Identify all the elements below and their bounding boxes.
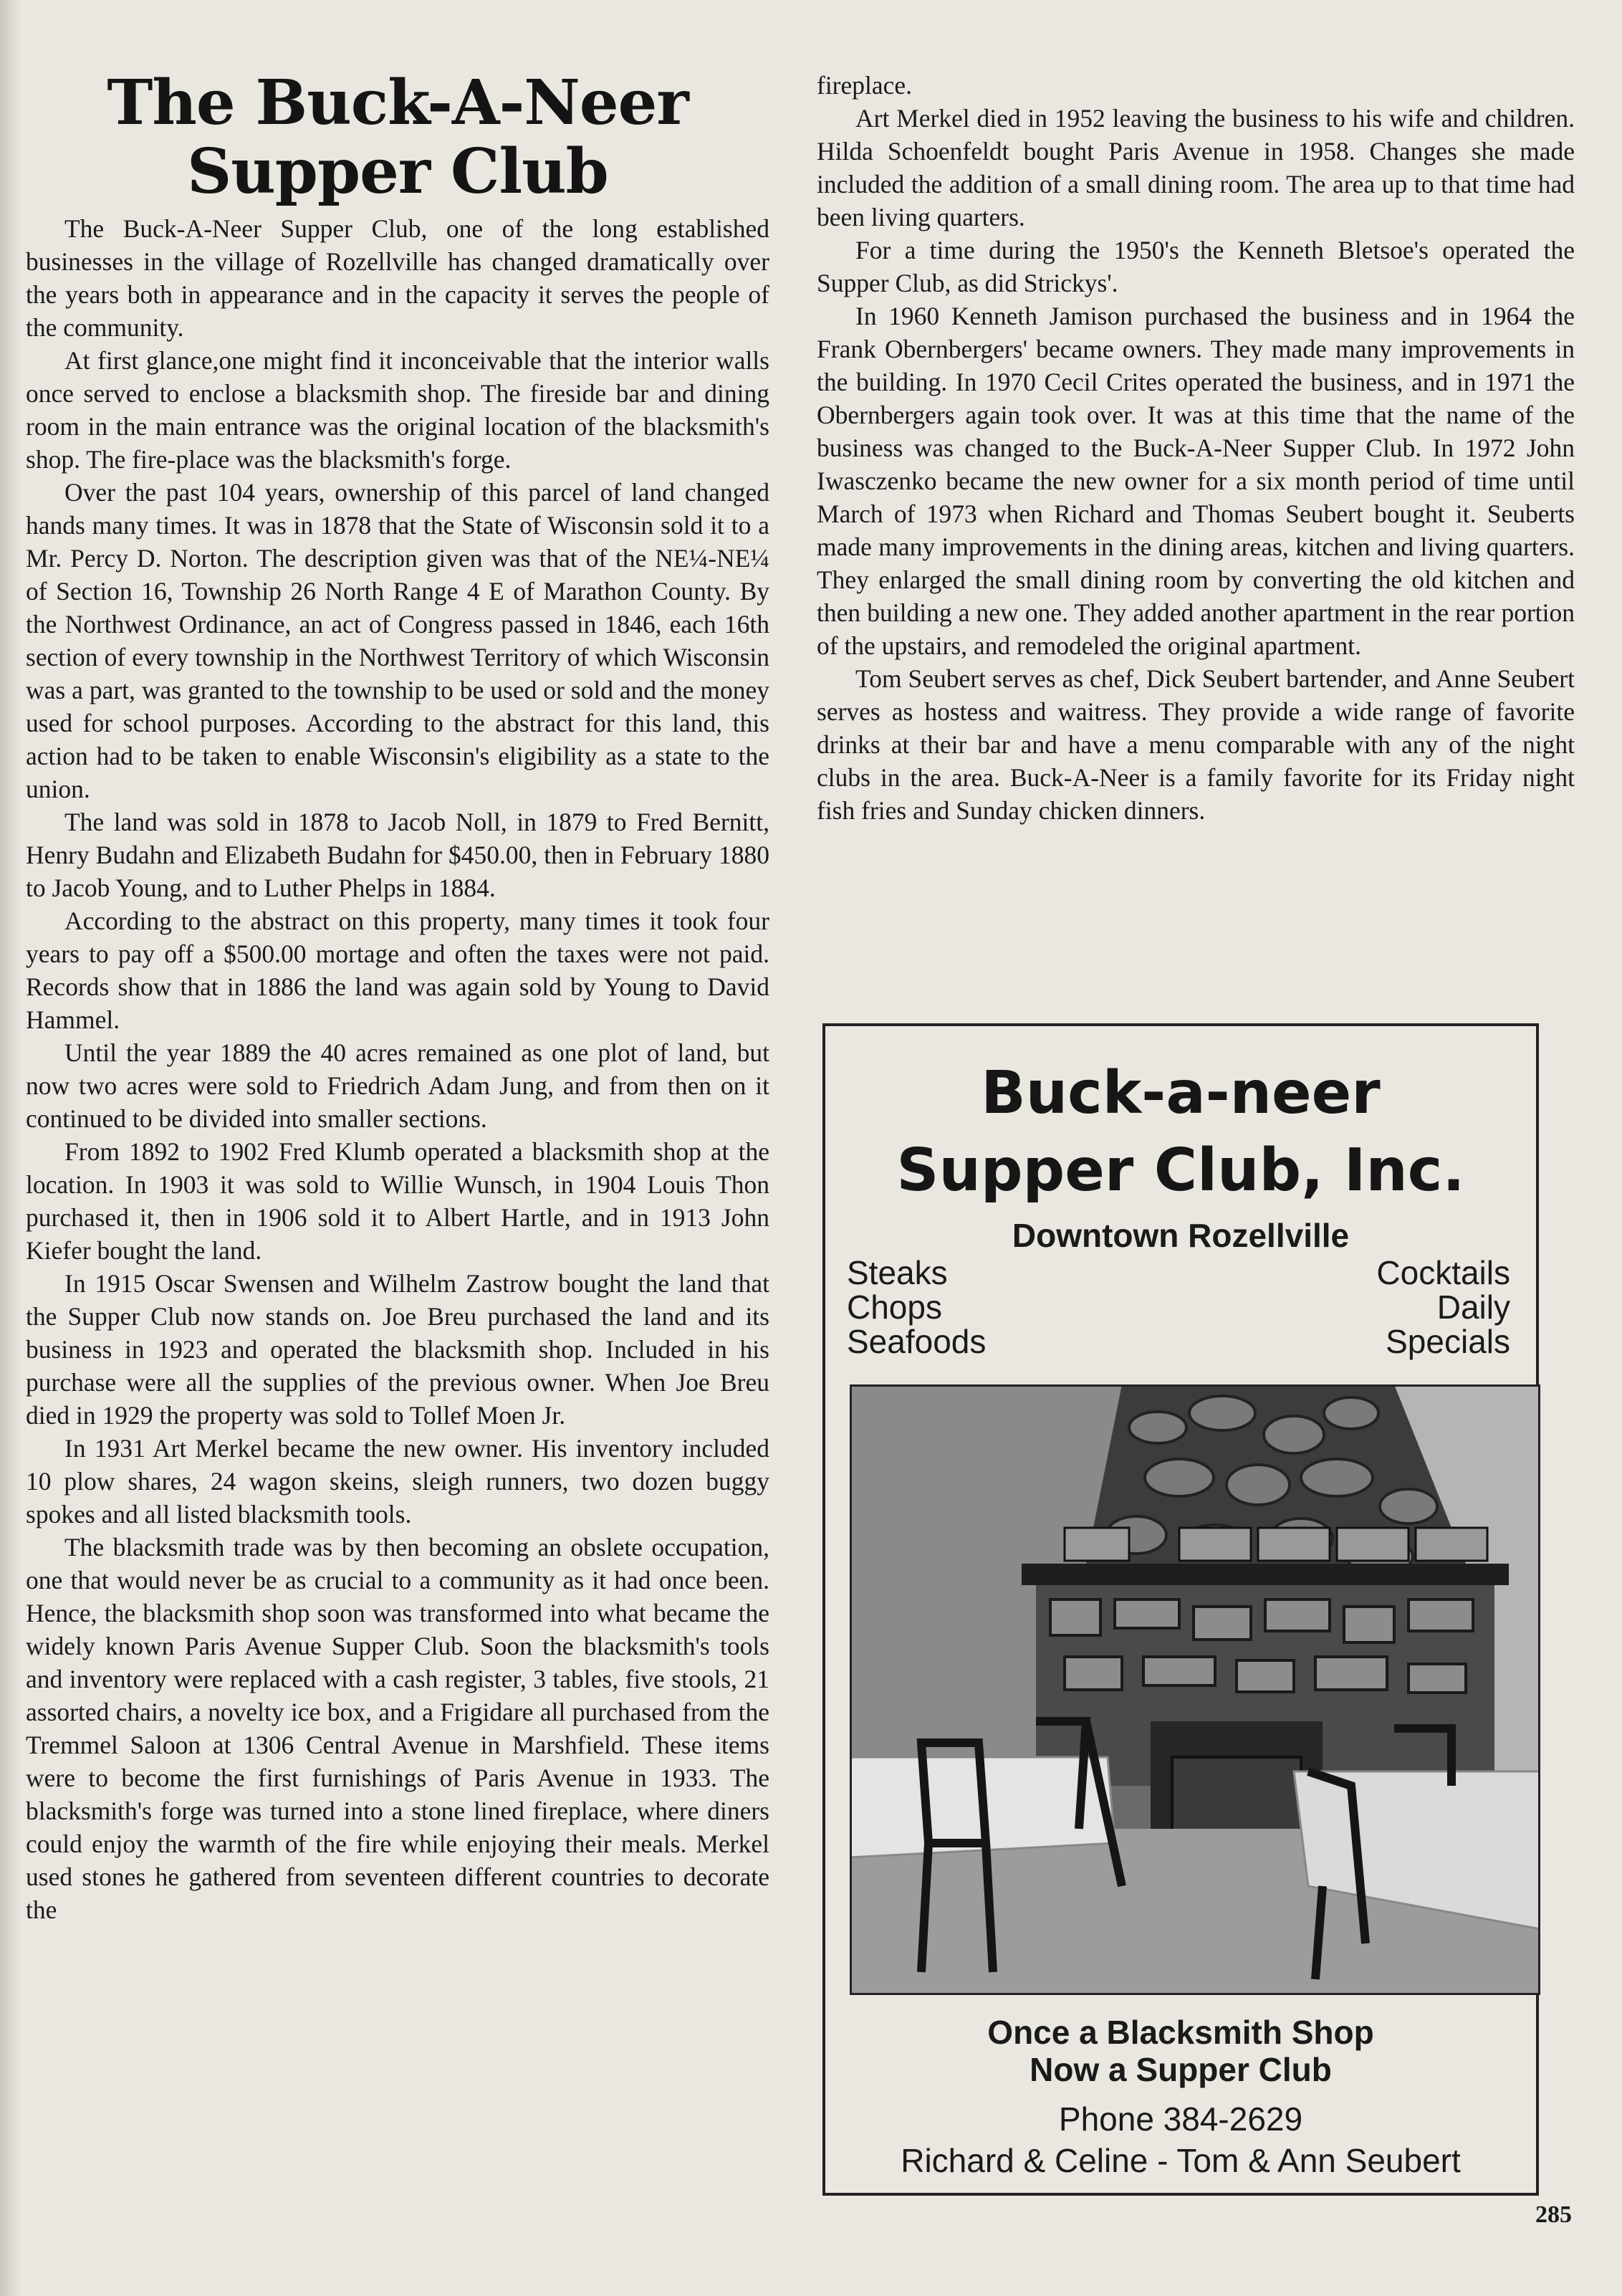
ad-drinks-item: Specials [1386, 1323, 1510, 1360]
advertisement-box [822, 1023, 1539, 2196]
article-title-line-1: The Buck-A-Neer [107, 67, 688, 139]
ad-food-item: Steaks [847, 1254, 948, 1291]
article-paragraph: The Buck-A-Neer Supper Club, one of the long established businesses in the village of Rozellville has changed dramatically over the years both in appearance and in the capacity it serves the people of the community. [26, 214, 769, 342]
right-column [817, 0, 1575, 827]
article-paragraph: In 1931 Art Merkel became the new owner. His inventory included 10 plow shares, 24 wagon skeins, sleigh runners, two dozen buggy spokes and all listed blacksmith tools. [26, 1434, 769, 1529]
article-paragraph: According to the abstract on this property, many times it took four years to pay off a $500.00 mortage and often the taxes were not paid. Records show that in 1886 the land was again sold by Young to David Hammel. [26, 907, 769, 1034]
article-paragraph: Art Merkel died in 1952 leaving the business to his wife and children. Hilda Schoenfeldt bought Paris Avenue in 1958. Changes she made included the addition of a small dining room. The area up to that time had been living quarters. [817, 104, 1575, 231]
article-title [26, 69, 769, 206]
article-paragraph: Tom Seubert serves as chef, Dick Seubert bartender, and Anne Seubert serves as hostess and waitress. They provide a wide range of favorite drinks at their bar and have a menu comparable with any of the night clubs in the area. Buck-A-Neer is a family favorite for its Friday night fish fries and Sunday chicken dinners. [817, 664, 1575, 825]
ad-title [825, 1055, 1536, 1210]
article-paragraph: The land was sold in 1878 to Jacob Noll, in 1879 to Fred Bernitt, Henry Budahn and Elizabeth Budahn for $450.00, then in February 1880 to Jacob Young, and to Luther Phelps in 1884. [26, 808, 769, 902]
photo-illustration [850, 1384, 1540, 1995]
ad-food-item: Chops [847, 1288, 942, 1326]
ad-drinks-item: Daily [1436, 1288, 1510, 1326]
article-paragraph: Until the year 1889 the 40 acres remained as one plot of land, but now two acres were sold to Friedrich Adam Jung, and from then on it continued to be divided into smaller sections. [26, 1038, 769, 1133]
right-article-body [817, 69, 1575, 827]
ad-food-item: Seafoods [847, 1323, 987, 1360]
page-number: 285 [1535, 2201, 1572, 2228]
ad-caption-line-1: Once a Blacksmith Shop [987, 2014, 1374, 2051]
left-column [26, 0, 769, 1926]
ad-menu-lists [825, 1255, 1536, 1363]
article-title-line-2: Supper Club [187, 135, 608, 208]
article-paragraph: The blacksmith trade was by then becoming an obslete occupation, one that would never be as crucial to a community as it had once been. Hence, the blacksmith shop soon was transformed into what became the widely known Paris Avenue Supper Club. Soon the blacksmith's tools and inventory were replaced with a cash register, 3 tables, five stools, 21 assorted chairs, a novelty ice box, and a Frigidare all purchased from the Tremmel Saloon at 1306 Central Avenue in Marshfield. These items were to become the first furnishings of Paris Avenue in 1933. The blacksmith's forge was turned into a stone lined fireplace, where diners could enjoy the warmth of the fire while enjoying their meals. Merkel used stones he gathered from seventeen different countries to decorate the [26, 1533, 769, 1924]
ad-food-list [847, 1255, 986, 1359]
ad-title-line-2: Supper Club, Inc. [896, 1137, 1465, 1205]
article-paragraph: From 1892 to 1902 Fred Klumb operated a blacksmith shop at the location. In 1903 it was sold to Willie Wunsch, in 1904 Louis Thon purchased it, then in 1906 sold it to Albert Hartle, and in 1913 John Kiefer bought the land. [26, 1137, 769, 1265]
page-gutter-shadow [0, 0, 21, 2296]
article-paragraph: For a time during the 1950's the Kenneth Bletsoe's operated the Supper Club, as did Strickys'. [817, 236, 1575, 297]
article-paragraph-continued: fireplace. [817, 71, 913, 100]
article-paragraph: Over the past 104 years, ownership of this parcel of land changed hands many times. It was in 1878 that the State of Wisconsin sold it to a Mr. Percy D. Norton. The description given was that of the NE¼-NE¼ of Section 16, Township 26 North Range 4 E of Marathon County. By the Northwest Ordinance, an act of Congress passed in 1846, each 16th section of every township in the Northwest Territory of which Wisconsin was a part, was granted to the township to be used or sold and the money used for school purposes. According to the abstract for this land, this action had to be taken to enable Wisconsin's eligibility as a state to the union. [26, 478, 769, 803]
article-paragraph: In 1960 Kenneth Jamison purchased the business and in 1964 the Frank Obernbergers' became owners. They made many improvements in the building. In 1970 Cecil Crites operated the business, and in 1971 the Obernbergers again took over. It was at this time that the name of the business was changed to the Buck-A-Neer Supper Club. In 1972 John Iwasczenko became the new owner for a six month period of time until March of 1973 when Richard and Thomas Seubert bought it. Seuberts made many improvements in the dining areas, kitchen and living quarters. They enlarged the small dining room by converting the old kitchen and then building a new one. They added another apartment in the rear portion of the upstairs, and remodeled the original apartment. [817, 302, 1575, 660]
ad-title-line-1: Buck-a-neer [981, 1059, 1381, 1127]
ad-drinks-item: Cocktails [1376, 1254, 1510, 1291]
ad-location: Downtown Rozellville [1012, 1217, 1350, 1254]
ad-caption-line-2: Now a Supper Club [1030, 2051, 1332, 2088]
ad-caption [825, 2014, 1536, 2088]
ad-phone: Phone 384-2629 [1058, 2100, 1303, 2138]
article-paragraph: At first glance,one might find it inconceivable that the interior walls once served to enclose a blacksmith shop. The fireside bar and dining room in the main entrance was the original location of the blacksmith's shop. The fire-place was the blacksmith's forge. [26, 346, 769, 474]
left-article-body [26, 212, 769, 1926]
article-paragraph: In 1915 Oscar Swensen and Wilhelm Zastrow bought the land that the Supper Club now stands on. Joe Breu purchased the land and its business in 1923 and operated the blacksmith shop. Included in his purchase were all the supplies of the previous owner. When Joe Breu died in 1929 the property was sold to Tollef Moen Jr. [26, 1269, 769, 1430]
ad-drinks-list [1376, 1255, 1510, 1359]
ad-owners: Richard & Celine - Tom & Ann Seubert [901, 2142, 1461, 2179]
fireplace-dining-room-photo [850, 1384, 1540, 1995]
